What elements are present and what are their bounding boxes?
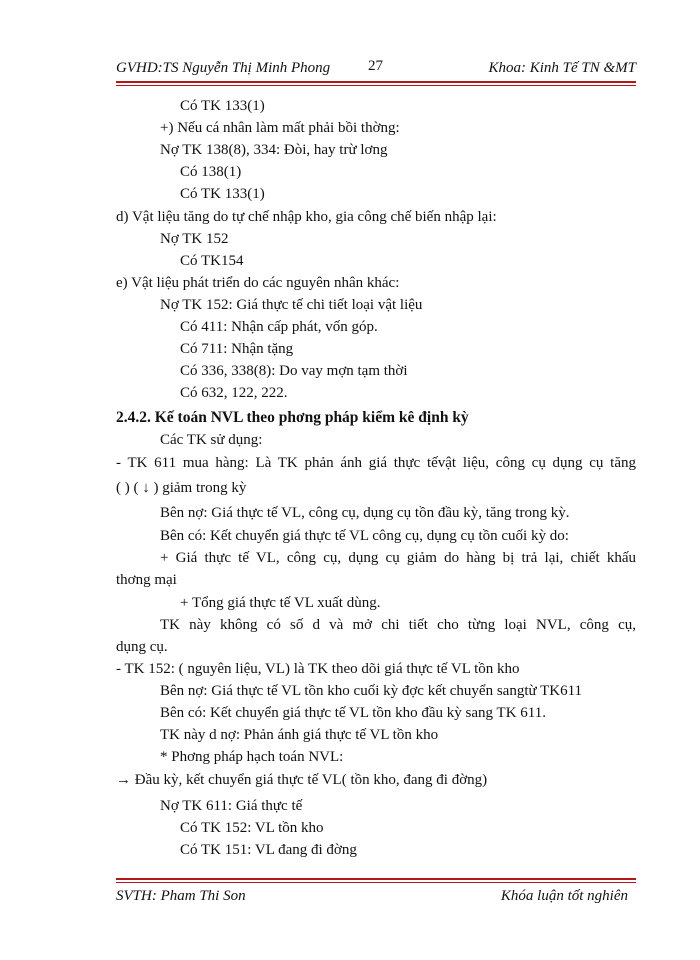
- body-line: Có TK 151: VL đang đi đờng: [180, 842, 357, 858]
- body-line: e) Vật liệu phát triển do các nguyên nhân khác:: [116, 275, 400, 291]
- footer-title: Khóa luận tốt nghiên: [500, 888, 628, 904]
- body-line: Nợ TK 152: [160, 231, 229, 247]
- section-heading: 2.4.2. Kế toán NVL theo phơng pháp kiểm kê định kỳ: [116, 409, 469, 426]
- footer-author: SVTH: Pham Thi Son: [116, 888, 246, 904]
- body-line: Có TK 133(1): [180, 98, 265, 114]
- footer-rule-top: [116, 878, 636, 880]
- header-rule-bottom: [116, 85, 636, 86]
- body-line: Nợ TK 138(8), 334: Đòi, hay trừ lơng: [160, 142, 388, 158]
- body-line: Bên có: Kết chuyển giá thực tế VL công cụ, dụng cụ tồn cuối kỳ do:: [160, 528, 569, 544]
- header-rule-top: [116, 81, 636, 83]
- body-line: d) Vật liệu tăng do tự chế nhập kho, gia công chế biến nhập lại:: [116, 209, 497, 225]
- body-line: Bên nợ: Giá thực tế VL, công cụ, dụng cụ tồn đầu kỳ, tăng trong kỳ.: [160, 505, 570, 521]
- body-line: TK này d nợ: Phản ánh giá thực tế VL tồn kho: [160, 727, 439, 743]
- body-line: + Giá thực tế VL, công cụ, dụng cụ giảm do hàng bị trả lại, chiết khấu: [160, 550, 636, 566]
- footer-rule-bottom: [116, 882, 636, 883]
- body-line: +) Nếu cá nhân làm mất phải bồi thờng:: [160, 120, 400, 136]
- body-line: Các TK sử dụng:: [160, 432, 263, 448]
- body-line: Có TK 152: VL tồn kho: [180, 820, 324, 836]
- page-number: 27: [368, 58, 383, 74]
- body-line: Có 411: Nhận cấp phát, vốn góp.: [180, 319, 378, 335]
- body-line: → Đầu kỳ, kết chuyển giá thực tế VL( tồn kho, đang đi đờng): [116, 772, 488, 788]
- header-faculty: Khoa: Kinh Tế TN &MT: [488, 60, 636, 76]
- body-line: TK này không có số d và mở chi tiết cho từng loại NVL, công cụ,: [160, 617, 636, 633]
- body-line: dụng cụ.: [116, 639, 168, 655]
- body-line: Bên nợ: Giá thực tế VL tồn kho cuối kỳ đợc kết chuyển sangtừ TK611: [160, 683, 583, 699]
- body-line: Có TK154: [180, 253, 244, 269]
- body-line: Nợ TK 152: Giá thực tế chi tiết loại vật liệu: [160, 297, 423, 313]
- body-line: Có 336, 338(8): Do vay mợn tạm thời: [180, 363, 408, 379]
- body-line: ( ) ( ↓ ) giảm trong kỳ: [116, 480, 247, 496]
- body-line: Có 711: Nhận tặng: [180, 341, 294, 357]
- body-line: Có 138(1): [180, 164, 242, 180]
- body-line: Có TK 133(1): [180, 186, 265, 202]
- body-line: * Phơng pháp hạch toán NVL:: [160, 749, 344, 765]
- body-line: thơng mại: [116, 572, 177, 588]
- body-line: - TK 611 mua hàng: Là TK phản ánh giá thực tếvật liệu, công cụ dụng cụ tăng: [116, 455, 636, 471]
- body-line: Có 632, 122, 222.: [180, 385, 288, 401]
- header-author: GVHD:TS Nguyễn Thị Minh Phong: [116, 60, 331, 76]
- body-line: Nợ TK 611: Giá thực tế: [160, 798, 303, 814]
- body-line: - TK 152: ( nguyên liệu, VL) là TK theo dõi giá thực tế VL tồn kho: [116, 661, 520, 677]
- body-line: + Tổng giá thực tế VL xuất dùng.: [180, 595, 381, 611]
- body-line: Bên có: Kết chuyển giá thực tế VL tồn kho đầu kỳ sang TK 611.: [160, 705, 546, 721]
